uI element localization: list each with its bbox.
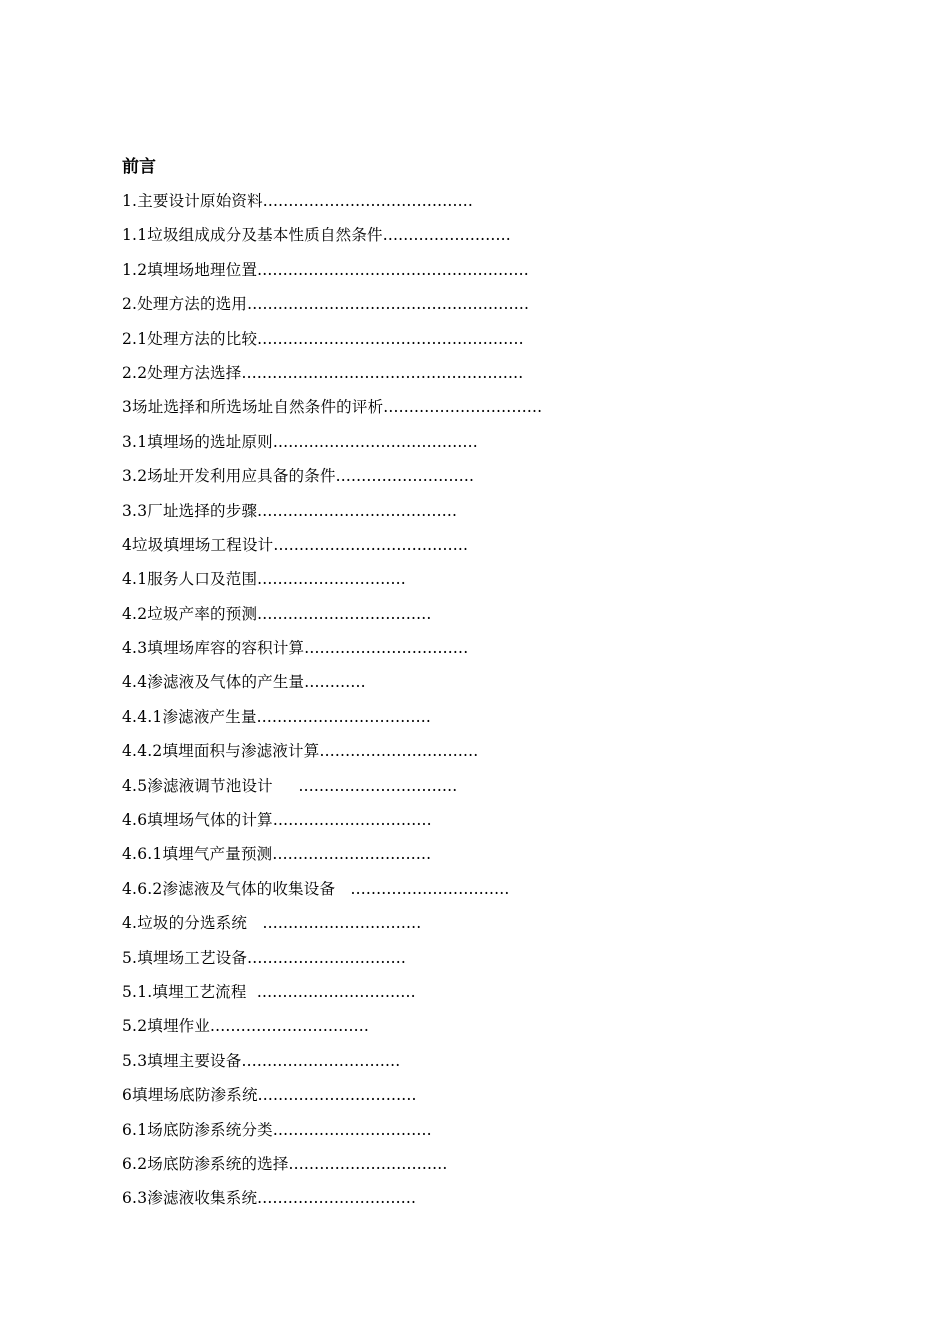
toc-entry[interactable]: 4垃圾填埋场工程设计...................................... [122, 535, 469, 554]
toc-entry[interactable]: 1.主要设计原始资料......................................... [122, 192, 473, 210]
toc-entry[interactable]: 6.1场底防渗系统分类............................... [122, 1120, 432, 1139]
table-of-contents [122, 150, 862, 1216]
toc-entry[interactable]: 4.4.1渗滤液产生量.................................. [122, 707, 431, 726]
toc-entry[interactable]: 2.处理方法的选用....................................................... [122, 295, 530, 314]
toc-entry[interactable]: 2.1处理方法的比较.................................................... [122, 329, 524, 348]
toc-entry[interactable]: 6.2场底防渗系统的选择............................... [122, 1154, 448, 1173]
toc-entry[interactable]: 4.3填埋场库容的容积计算................................ [122, 639, 469, 658]
toc-entry[interactable]: 3.3厂址选择的步骤....................................... [122, 501, 458, 520]
toc-entry[interactable]: 3场址选择和所选场址自然条件的评析............................... [122, 398, 543, 417]
toc-entry[interactable]: 4.4渗滤液及气体的产生量............ [122, 673, 366, 692]
toc-entry[interactable]: 4.6.1填埋气产量预测............................... [122, 845, 432, 864]
toc-entry[interactable]: 6填埋场底防渗系统............................... [122, 1086, 417, 1105]
toc-entry[interactable]: 5.1.填埋工艺流程 ............................... [122, 982, 416, 1001]
toc-list [122, 184, 862, 1216]
toc-entry[interactable]: 3.1填埋场的选址原则........................................ [122, 432, 478, 451]
toc-entry[interactable]: 5.3填埋主要设备............................... [122, 1051, 401, 1070]
toc-entry[interactable]: 2.2处理方法选择....................................................... [122, 363, 524, 382]
toc-entry[interactable]: 1.2填埋场地理位置..................................................... [122, 260, 529, 279]
toc-entry[interactable]: 4.6.2渗滤液及气体的收集设备 ............................... [122, 879, 510, 898]
toc-entry[interactable]: 5.填埋场工艺设备............................... [122, 948, 407, 967]
toc-heading: 前言 [122, 157, 156, 177]
toc-entry[interactable]: 4.4.2填埋面积与渗滤液计算............................... [122, 742, 479, 761]
toc-entry[interactable]: 5.2填埋作业............................... [122, 1017, 369, 1036]
toc-entry[interactable]: 1.1垃圾组成成分及基本性质自然条件......................... [122, 226, 511, 245]
toc-entry[interactable]: 4.1服务人口及范围............................. [122, 570, 406, 589]
toc-entry[interactable]: 6.3渗滤液收集系统............................... [122, 1189, 417, 1208]
toc-entry[interactable]: 3.2场址开发利用应具备的条件........................... [122, 467, 475, 486]
toc-entry[interactable]: 4.2垃圾产率的预测.................................. [122, 604, 432, 623]
toc-entry[interactable]: 4.垃圾的分选系统 ............................... [122, 914, 422, 933]
toc-entry[interactable]: 4.5渗滤液调节池设计 ............................... [122, 776, 458, 795]
toc-entry[interactable]: 4.6填埋场气体的计算............................... [122, 811, 432, 830]
